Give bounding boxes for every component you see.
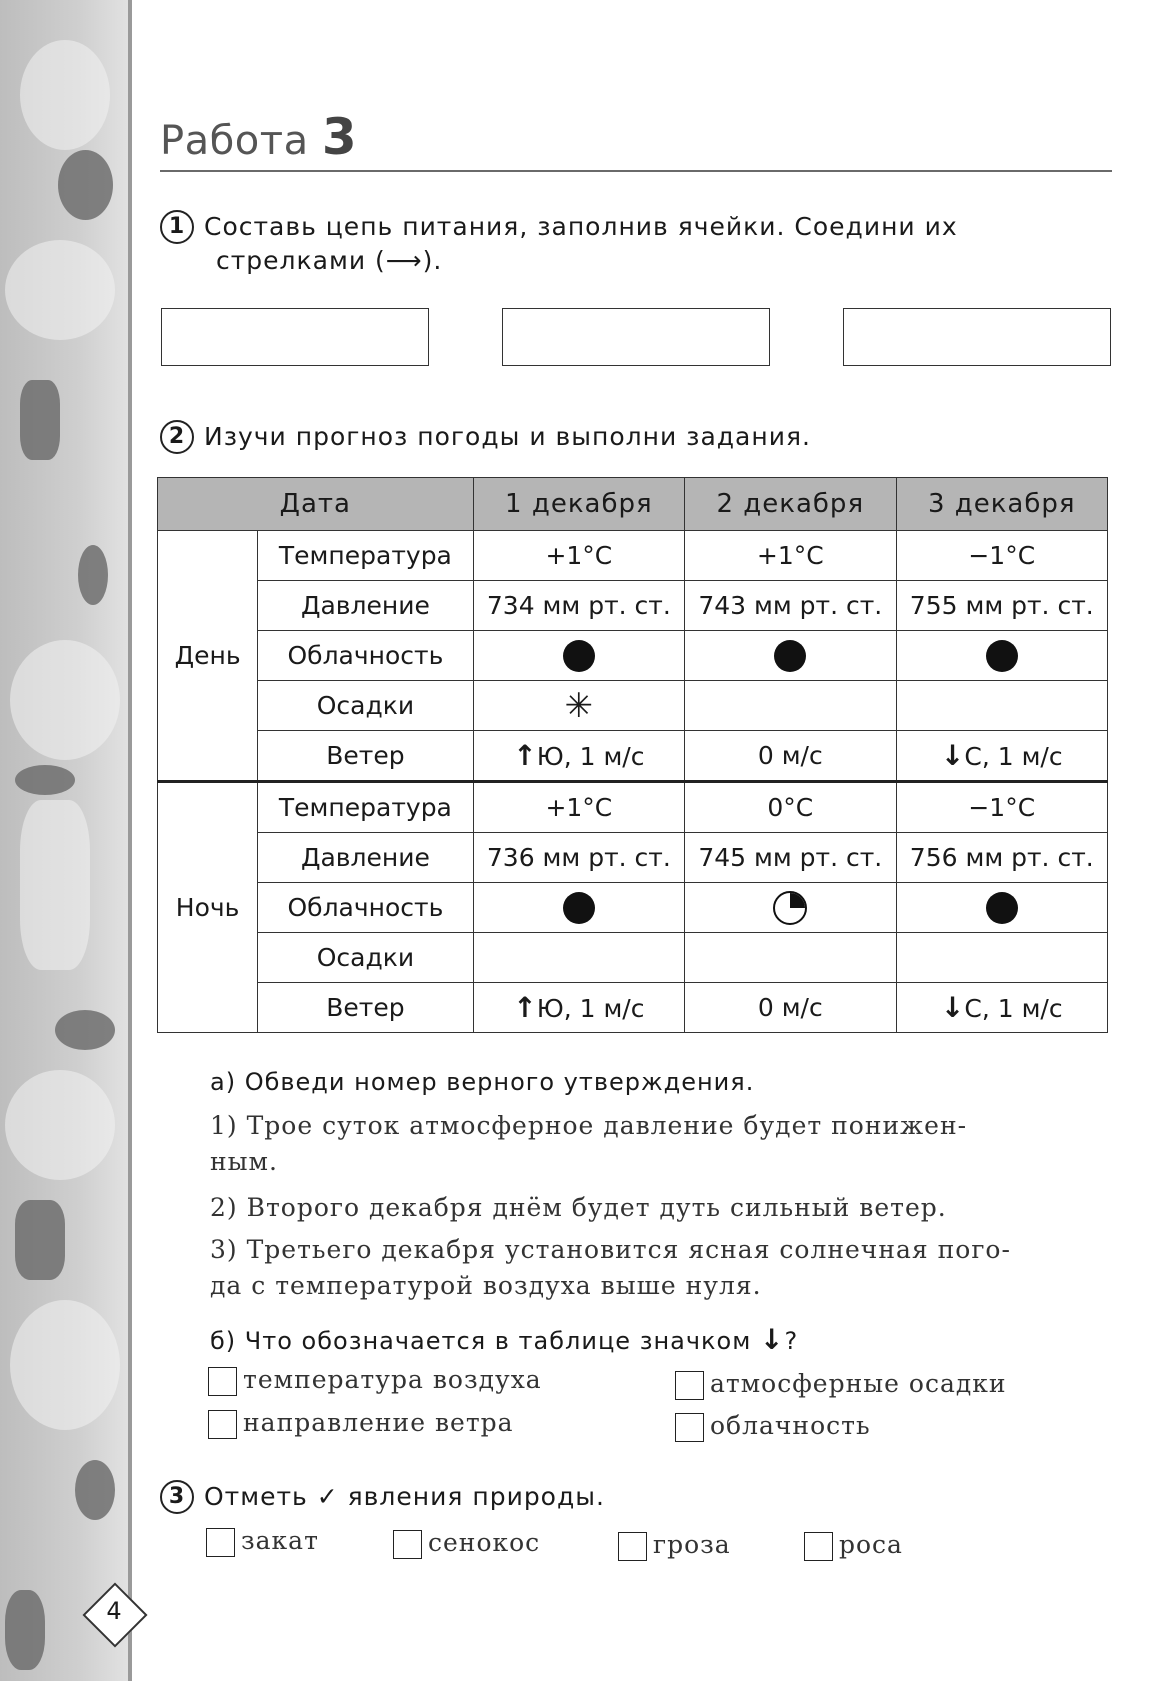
day-cloud-2 [685, 631, 896, 681]
statement-1-line1: 1) Трое суток атмосферное давление будет понижен- [210, 1111, 968, 1140]
night-precip-1 [473, 933, 684, 983]
day-wind-2 [685, 731, 896, 782]
task1-text [160, 210, 1110, 277]
wind-value: С, 1 м/с [964, 742, 1063, 771]
option-wind-direction[interactable] [208, 1408, 514, 1439]
day-pressure-3: 755 мм рт. ст. [896, 581, 1107, 631]
page-title [160, 108, 357, 166]
option-label: направление ветра [243, 1408, 514, 1437]
table-row [158, 731, 1108, 782]
wind-value: Ю, 1 м/с [536, 994, 645, 1023]
param-cloudiness: Облачность [258, 631, 473, 681]
task3-text [160, 1480, 605, 1514]
animal-silhouette [5, 240, 115, 340]
param-pressure: Давление [258, 833, 473, 883]
table-row [158, 631, 1108, 681]
wind-value: 0 м/с [757, 741, 823, 770]
date-header-2: 2 декабря [685, 478, 896, 531]
day-precip-2 [685, 681, 896, 731]
day-pressure-2: 743 мм рт. ст. [685, 581, 896, 631]
checkmark-icon: ✓ [316, 1482, 339, 1511]
animal-silhouette [10, 640, 120, 760]
night-wind-3 [896, 983, 1107, 1033]
table-row [158, 833, 1108, 883]
table-row [158, 782, 1108, 833]
table-row [158, 983, 1108, 1033]
antelope-silhouette-icon [15, 1200, 65, 1280]
title-word: Работа [160, 118, 309, 164]
down-arrow-icon: ↓ [940, 739, 965, 772]
option-thunderstorm[interactable] [618, 1530, 731, 1561]
night-wind-1 [473, 983, 684, 1033]
night-precip-3 [896, 933, 1107, 983]
day-temp-2: +1°C [685, 531, 896, 581]
task2-instruction: Изучи прогноз погоды и выполни задания. [204, 422, 811, 451]
checkbox[interactable] [804, 1532, 833, 1561]
day-pressure-1: 734 мм рт. ст. [473, 581, 684, 631]
part-b-label [210, 1323, 798, 1356]
table-row [158, 581, 1108, 631]
overcast-icon [986, 640, 1018, 672]
period-day: День [158, 531, 258, 782]
night-temp-3: −1°C [896, 782, 1107, 833]
statement-3[interactable] [210, 1232, 1110, 1304]
snowflake-icon: ✳ [564, 685, 594, 726]
date-header-cell: Дата [158, 478, 474, 531]
wind-value: С, 1 м/с [964, 994, 1063, 1023]
day-precip-1 [473, 681, 684, 731]
task1-number: 1 [160, 210, 194, 244]
food-chain-cell-1[interactable] [161, 308, 429, 366]
animal-silhouette [5, 1070, 115, 1180]
decorative-side-strip [0, 0, 132, 1681]
option-label: атмосферные осадки [710, 1369, 1007, 1398]
table-header-row [158, 478, 1108, 531]
statement-2[interactable]: 2) Второго декабря днём будет дуть сильный ветер. [210, 1193, 947, 1222]
night-cloud-3 [896, 883, 1107, 933]
overcast-icon [563, 640, 595, 672]
checkbox[interactable] [675, 1371, 704, 1400]
param-wind: Ветер [258, 983, 473, 1033]
table-row [158, 531, 1108, 581]
day-cloud-3 [896, 631, 1107, 681]
checkbox[interactable] [618, 1532, 647, 1561]
statement-1-line2: ным. [210, 1147, 278, 1176]
deer-silhouette-icon [20, 380, 60, 460]
penguin-silhouette-icon [5, 1590, 45, 1670]
monkey-silhouette-icon [58, 150, 113, 220]
giraffe-silhouette-icon [20, 800, 90, 970]
option-dew[interactable] [804, 1530, 903, 1561]
part-a-label: а) Обведи номер верного утверждения. [210, 1068, 755, 1096]
checkbox[interactable] [208, 1410, 237, 1439]
option-label: температура воздуха [243, 1365, 542, 1394]
night-pressure-3: 756 мм рт. ст. [896, 833, 1107, 883]
day-temp-1: +1°C [473, 531, 684, 581]
task2-number: 2 [160, 420, 194, 454]
option-label: облачность [710, 1411, 871, 1440]
lizard-silhouette-icon [15, 765, 75, 795]
page-number-badge [84, 1584, 144, 1644]
option-cloudiness[interactable] [675, 1411, 871, 1442]
table-row [158, 883, 1108, 933]
bird-silhouette-icon [78, 545, 108, 605]
question-mark: ? [784, 1327, 799, 1355]
night-cloud-2 [685, 883, 896, 933]
monkey-silhouette-icon [75, 1460, 115, 1520]
food-chain-cell-3[interactable] [843, 308, 1111, 366]
wind-value: 0 м/с [757, 993, 823, 1022]
day-wind-1 [473, 731, 684, 782]
statement-3-line1: 3) Третьего декабря установится ясная солнечная пого- [210, 1235, 1011, 1264]
title-number: 3 [321, 108, 358, 166]
statement-3-line2: да с температурой воздуха выше нуля. [210, 1271, 762, 1300]
option-air-temperature[interactable] [208, 1365, 542, 1396]
checkbox[interactable] [675, 1413, 704, 1442]
page-number: 4 [106, 1597, 122, 1625]
animal-silhouette [10, 1300, 120, 1430]
partly-cloudy-icon [773, 891, 807, 925]
param-cloudiness: Облачность [258, 883, 473, 933]
task3-number: 3 [160, 1480, 194, 1514]
day-wind-3 [896, 731, 1107, 782]
task2-text [160, 420, 811, 454]
night-pressure-2: 745 мм рт. ст. [685, 833, 896, 883]
task3-text-after: явления природы. [347, 1482, 605, 1511]
option-label: закат [241, 1526, 319, 1555]
param-pressure: Давление [258, 581, 473, 631]
title-divider [160, 170, 1112, 172]
task1-line2: стрелками ( [216, 246, 386, 275]
option-label: гроза [653, 1530, 731, 1559]
option-label: роса [839, 1530, 903, 1559]
food-chain-cell-2[interactable] [502, 308, 770, 366]
day-cloud-1 [473, 631, 684, 681]
fox-silhouette-icon [55, 1010, 115, 1050]
wind-value: Ю, 1 м/с [536, 742, 645, 771]
option-haymaking[interactable] [393, 1528, 540, 1559]
right-arrow-icon: ⟶ [385, 246, 423, 275]
down-arrow-icon: ↓ [759, 1323, 785, 1356]
task1-line1: Составь цепь питания, заполнив ячейки. Соедини их [204, 212, 958, 241]
task1-line2-end: ). [422, 246, 443, 275]
overcast-icon [986, 892, 1018, 924]
night-wind-2 [685, 983, 896, 1033]
date-header-3: 3 декабря [896, 478, 1107, 531]
day-temp-3: −1°C [896, 531, 1107, 581]
up-arrow-icon: ↑ [513, 991, 537, 1024]
period-night: Ночь [158, 782, 258, 1033]
up-arrow-icon: ↑ [513, 739, 537, 772]
table-row [158, 681, 1108, 731]
statement-1[interactable] [210, 1108, 1110, 1180]
overcast-icon [563, 892, 595, 924]
option-precipitation[interactable] [675, 1369, 1007, 1400]
checkbox[interactable] [393, 1530, 422, 1559]
param-precipitation: Осадки [258, 933, 473, 983]
night-precip-2 [685, 933, 896, 983]
night-temp-2: 0°C [685, 782, 896, 833]
night-cloud-1 [473, 883, 684, 933]
down-arrow-icon: ↓ [940, 991, 965, 1024]
checkbox[interactable] [208, 1367, 237, 1396]
date-header-1: 1 декабря [473, 478, 684, 531]
option-sunset[interactable] [206, 1526, 319, 1557]
weather-forecast-table [157, 477, 1108, 1033]
table-row [158, 933, 1108, 983]
night-temp-1: +1°C [473, 782, 684, 833]
overcast-icon [774, 640, 806, 672]
param-precipitation: Осадки [258, 681, 473, 731]
option-label: сенокос [428, 1528, 541, 1557]
param-wind: Ветер [258, 731, 473, 782]
animal-silhouette [20, 40, 110, 150]
part-b-text: б) Что обозначается в таблице значком [210, 1327, 752, 1355]
task3-text-before: Отметь [204, 1482, 308, 1511]
night-pressure-1: 736 мм рт. ст. [473, 833, 684, 883]
param-temperature: Температура [258, 782, 473, 833]
checkbox[interactable] [206, 1528, 235, 1557]
day-precip-3 [896, 681, 1107, 731]
param-temperature: Температура [258, 531, 473, 581]
